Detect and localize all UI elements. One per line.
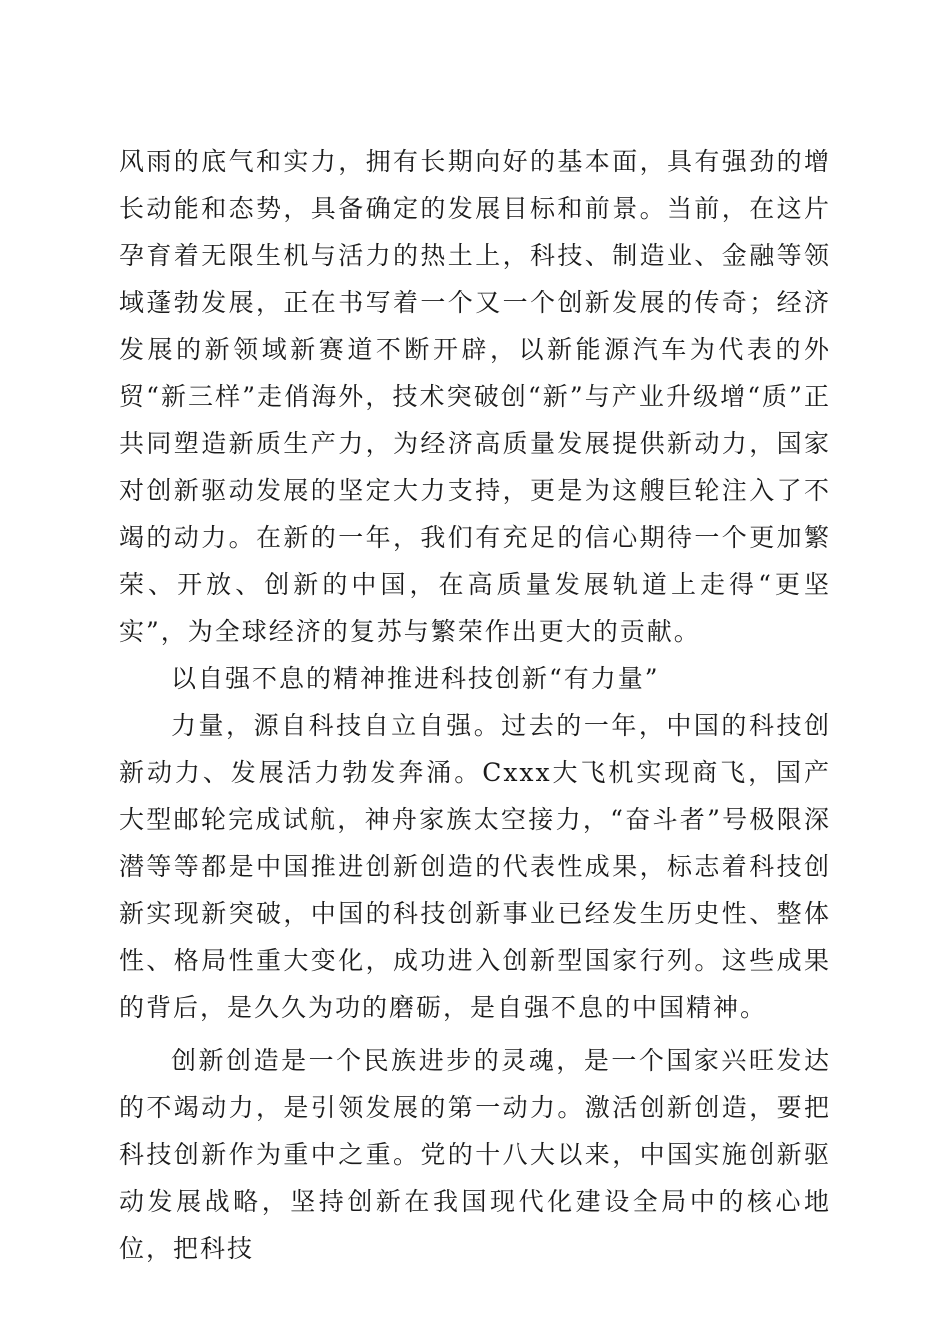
section-heading: 以自强不息的精神推进科技创新“有力量” — [171, 664, 660, 693]
document-body — [119, 138, 831, 1272]
paragraph-tech-strength: 力量，源自科技自立自强。过去的一年，中国的科技创新动力、发展活力勃发奔涌。Cxxx大飞机实现商飞，国产大型邮轮完成试航，神舟家族太空接力，“奋斗者”号极限深潜等等都是中国推进创新创造的代表性成果，标志着科技创新实现新突破，中国的科技创新事业已经发生历史性、整体性、格局性重大变化，成功进入创新型国家行列。这些成果的背后，是久久为功的磨砺，是自强不息的中国精神。 — [119, 711, 831, 1022]
paragraph-innovation: 创新创造是一个民族进步的灵魂，是一个国家兴旺发达的不竭动力，是引领发展的第一动力。激活创新创造，要把科技创新作为重中之重。党的十八大以来，中国实施创新驱动发展战略，坚持创新在我国现代化建设全局中的核心地位，把科技 — [119, 1046, 831, 1263]
paragraph-continuation: 风雨的底气和实力，拥有长期向好的基本面，具有强劲的增长动能和态势，具备确定的发展目标和前景。当前，在这片孕育着无限生机与活力的热土上，科技、制造业、金融等领域蓬勃发展，正在书写着一个又一个创新发展的传奇；经济发展的新领域新赛道不断开辟，以新能源汽车为代表的外贸“新三样”走俏海外，技术突破创“新”与产业升级增“质”正共同塑造新质生产力，为经济高质量发展提供新动力，国家对创新驱动发展的坚定大力支持，更是为这艘巨轮注入了不竭的动力。在新的一年，我们有充足的信心期待一个更加繁荣、开放、创新的中国，在高质量发展轨道上走得“更坚实”，为全球经济的复苏与繁荣作出更大的贡献。 — [119, 147, 831, 646]
